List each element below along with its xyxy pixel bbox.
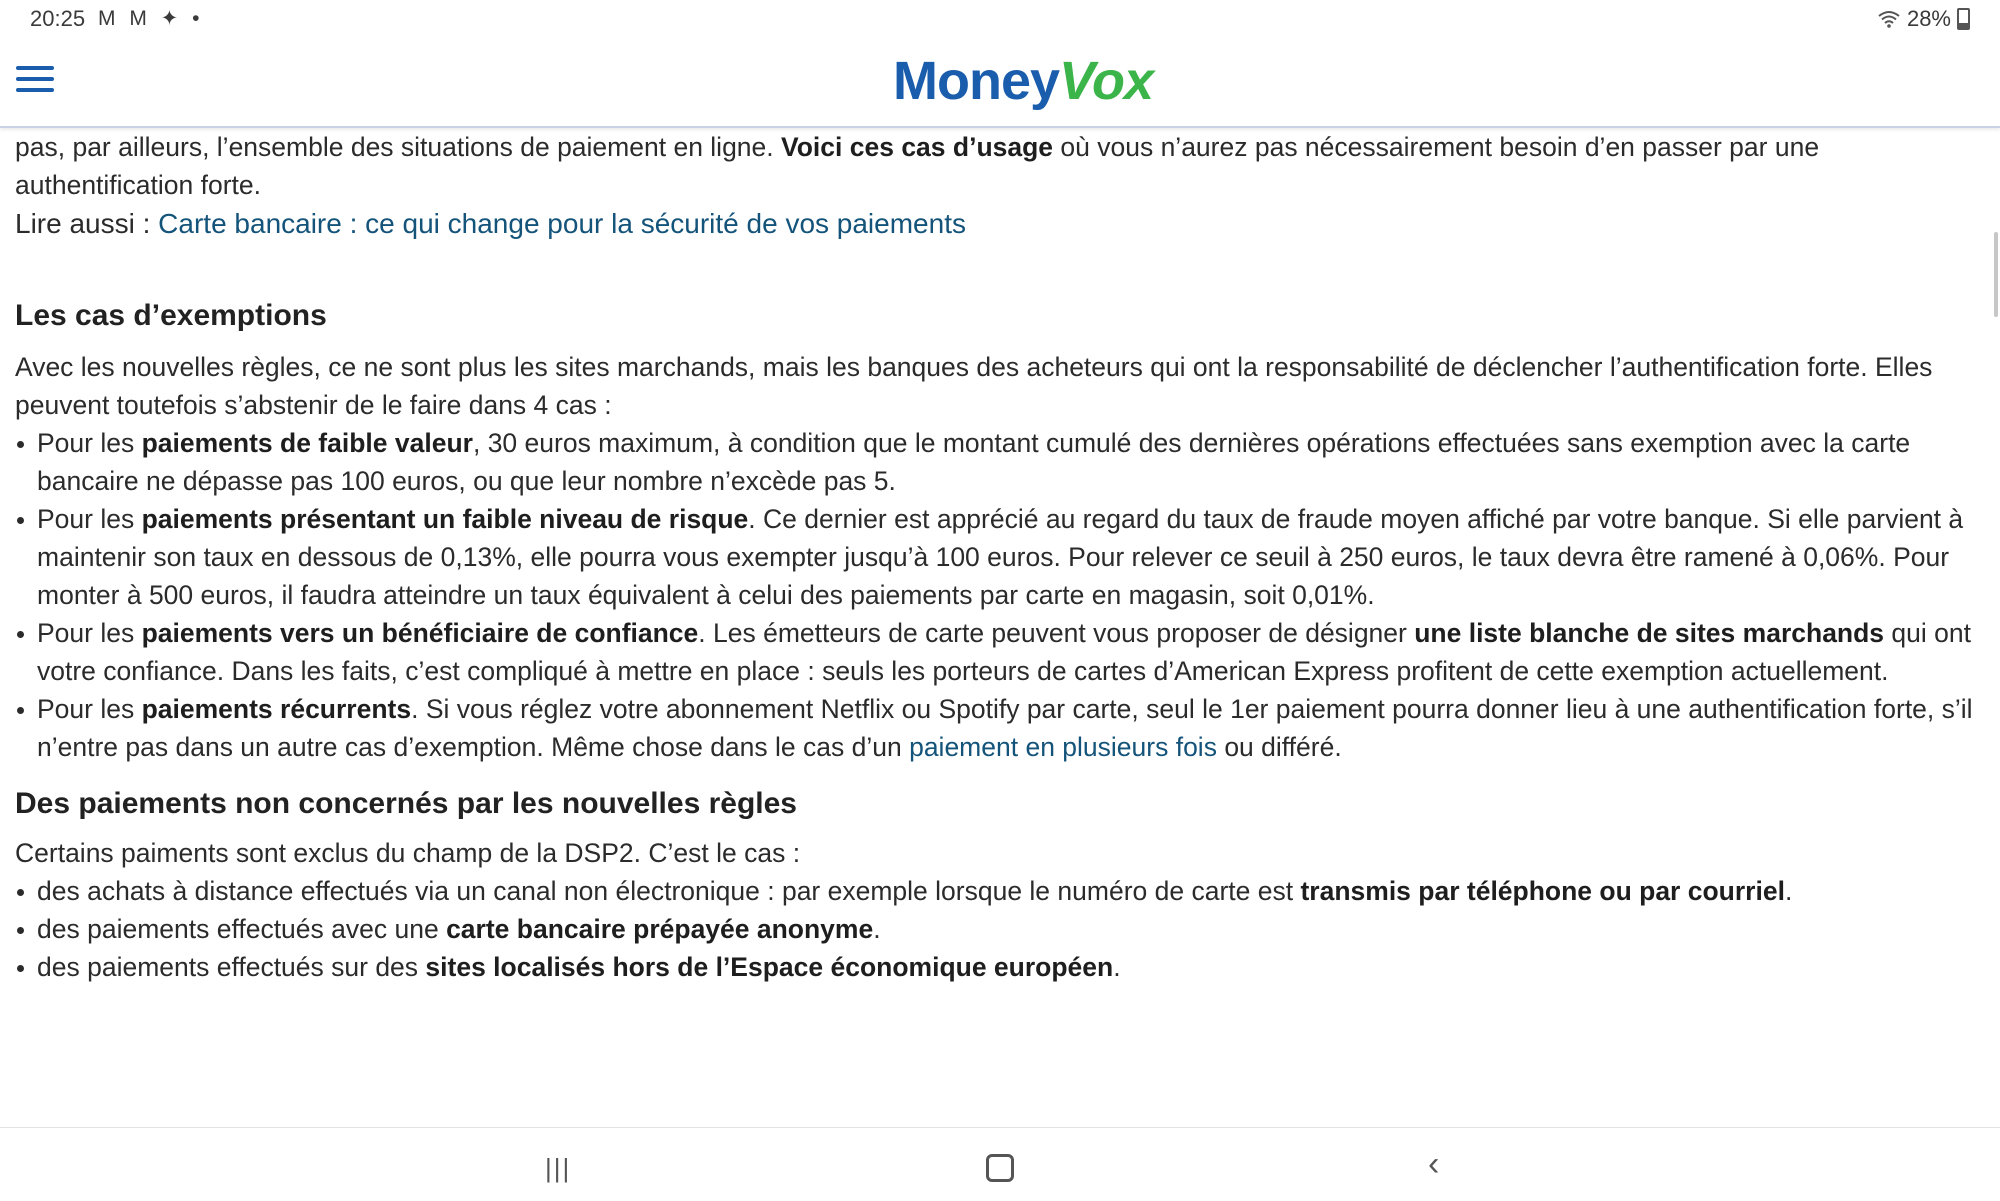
notification-icons: M M ✦ • — [98, 7, 204, 30]
exemptions-list — [15, 424, 1985, 766]
battery-percent: 28% — [1906, 6, 1951, 31]
installment-payment-link[interactable]: paiement en plusieurs fois — [909, 732, 1217, 762]
home-button[interactable] — [986, 1154, 1014, 1182]
site-header — [0, 40, 2000, 128]
list-item: Pour les paiements récurrents. Si vous réglez votre abonnement Netflix ou Spotify par carte, seul le 1er paiement pourra donner lieu à une authentification forte, s’il n’entre pas dans un autre cas d’exemption. Même chose dans le cas d’un paiement en plusieurs fois ou différé. — [15, 690, 1985, 766]
logo-part-money: Money — [893, 51, 1060, 111]
wifi-icon — [1877, 10, 1901, 28]
excluded-payments-list — [15, 872, 1985, 986]
back-button[interactable]: ‹ — [1428, 1145, 1440, 1183]
system-nav-bar — [0, 1127, 2000, 1201]
moneyvox-logo[interactable] — [893, 50, 1153, 112]
recent-apps-button[interactable]: ||| — [545, 1153, 572, 1183]
battery-icon — [1957, 8, 1970, 30]
list-item: des paiements effectués sur des sites localisés hors de l’Espace économique européen. — [15, 948, 1985, 986]
read-also-label: Lire aussi : — [15, 208, 159, 239]
status-time: 20:25 — [30, 6, 86, 31]
read-also-link[interactable]: Carte bancaire : ce qui change pour la sécurité de vos paiements — [158, 208, 966, 239]
status-bar — [0, 0, 2000, 40]
article-content — [15, 128, 1985, 986]
section-intro-exemptions: Avec les nouvelles règles, ce ne sont plus les sites marchands, mais les banques des acheteurs qui ont la responsabilité de déclencher l’authentification forte. Elles peuvent toutefois s’abstenir de le faire dans 4 cas : — [15, 352, 1933, 420]
list-item: des paiements effectués avec une carte bancaire prépayée anonyme. — [15, 910, 1985, 948]
section-heading-not-concerned: Des paiements non concernés par les nouvelles règles — [15, 787, 797, 820]
section-heading-exemptions: Les cas d’exemptions — [15, 299, 327, 332]
intro-paragraph: pas, par ailleurs, l’ensemble des situations de paiement en ligne. Voici ces cas d’usage où vous n’aurez pas nécessairement besoin d’en passer par une authentification forte. — [15, 132, 1820, 200]
list-item: Pour les paiements de faible valeur, 30 euros maximum, à condition que le montant cumulé des dernières opérations effectuées sans exemption avec la carte bancaire ne dépasse pas 100 euros, ou que leur nombre n’excède pas 5. — [15, 424, 1985, 500]
read-also — [15, 204, 1985, 244]
section-intro-not-concerned: Certains paiments sont exclus du champ de la DSP2. C’est le cas : — [15, 838, 801, 868]
logo-part-vox: Vox — [1059, 51, 1154, 111]
menu-icon[interactable] — [16, 66, 54, 96]
list-item: Pour les paiements présentant un faible niveau de risque. Ce dernier est apprécié au regard du taux de fraude moyen affiché par votre banque. Si elle parvient à maintenir son taux en dessous de 0,13%, elle pourra vous exempter jusqu’à 100 euros. Pour relever ce seuil à 250 euros, le taux devra être ramené à 0,06%. Pour monter à 500 euros, il faudra atteindre un taux équivalent à celui des paiements par carte en magasin, soit 0,01%. — [15, 500, 1985, 614]
list-item: Pour les paiements vers un bénéficiaire de confiance. Les émetteurs de carte peuvent vous proposer de désigner une liste blanche de sites marchands qui ont votre confiance. Dans les faits, c’est compliqué à mettre en place : seuls les porteurs de cartes d’American Express profitent de cette exemption actuellement. — [15, 614, 1985, 690]
status-right — [1877, 6, 1970, 32]
scrollbar-thumb[interactable] — [1994, 232, 1998, 317]
list-item: des achats à distance effectués via un canal non électronique : par exemple lorsque le numéro de carte est transmis par téléphone ou par courriel. — [15, 872, 1985, 910]
